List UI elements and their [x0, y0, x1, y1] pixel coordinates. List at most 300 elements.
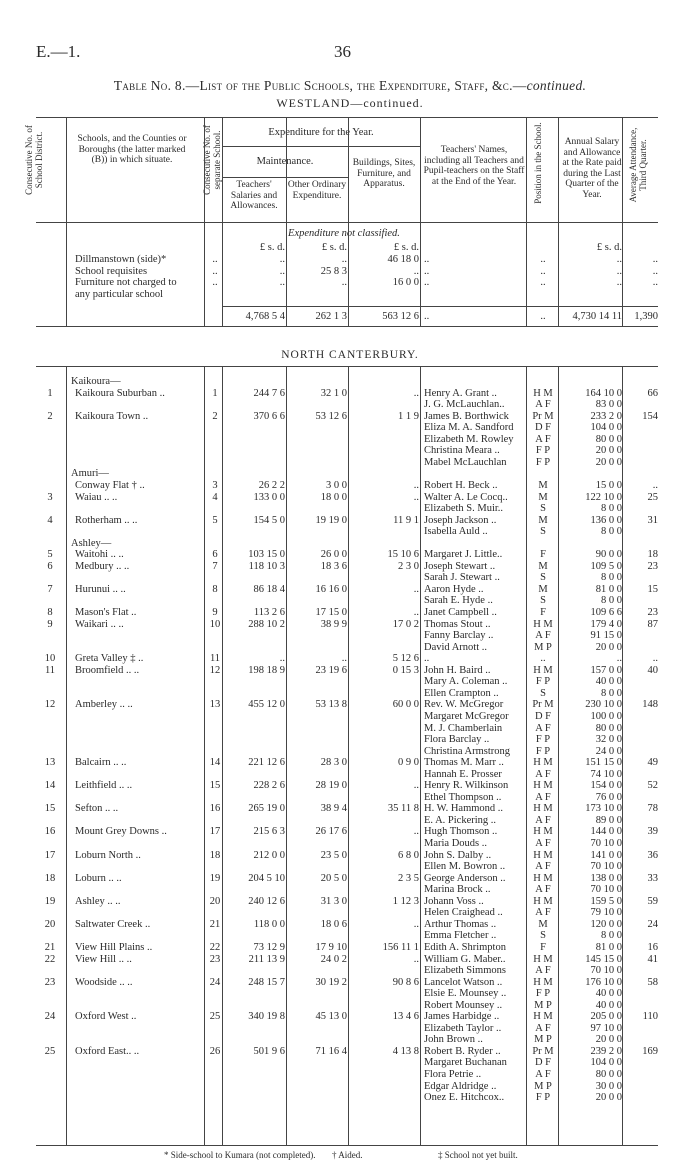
col-salary: Annual Salary and Allowance at the Rate paid during the Last Quarter of the Year.: [562, 137, 622, 200]
table-cell: 18 0 0: [320, 491, 347, 503]
top-rule: [36, 117, 658, 118]
westland-row-name: Dillmanstown (side)*: [75, 254, 167, 265]
table-cell: 13: [209, 699, 221, 711]
teacher-name: Robert B. Ryder ..: [424, 1045, 501, 1057]
table-cell: 248 15 7: [248, 976, 285, 988]
table-cell: 40 0 0: [595, 999, 622, 1011]
table-cell: 118 10 3: [248, 560, 285, 572]
table-cell: 103 15 0: [248, 549, 285, 561]
table-cell: 24: [44, 1011, 56, 1023]
table-cell: 20 0 0: [595, 1092, 622, 1104]
expenditure-rule: [222, 146, 420, 147]
col-district-no: Consecutive No. of School District.: [24, 125, 44, 195]
col-teachers: Teachers' Names, including all Teachers and Pupil-teachers on the Staff at the End of the Year.: [423, 145, 525, 187]
table-cell: A F: [535, 965, 551, 977]
school-name: Waitohi .. ..: [75, 549, 124, 561]
table-cell: 24 0 0: [595, 745, 622, 757]
table-cell: 22: [209, 941, 221, 953]
westland-cell: ..: [652, 254, 658, 265]
region-subtitle: WESTLAND—continued.: [276, 96, 424, 110]
table-cell: 18: [44, 872, 56, 884]
teacher-name: Elizabeth S. Muir..: [424, 503, 504, 515]
westland-cell: ..: [424, 254, 430, 265]
table-cell: 23: [647, 607, 658, 618]
table-cell: 33: [647, 872, 658, 884]
footnote: * Side-school to Kumara (not completed).: [164, 1150, 316, 1160]
table-cell: 15: [44, 803, 56, 815]
school-name: Medbury .. ..: [75, 560, 130, 572]
table-cell: F: [540, 607, 546, 618]
table-cell: ..: [413, 826, 419, 838]
table-cell: 24: [647, 918, 658, 930]
table-cell: 17 0 2: [392, 618, 419, 630]
teacher-name: John H. Baird ..: [424, 664, 491, 676]
table-cell: 11: [44, 664, 56, 676]
school-name: Loburn North ..: [75, 849, 141, 861]
col-rule: [204, 366, 205, 1145]
col-rule: [348, 366, 349, 1145]
table-cell: 145 15 0: [585, 953, 622, 965]
table-cell: 35 11 8: [387, 803, 419, 815]
table-cell: 78: [647, 803, 658, 815]
teacher-name: George Anderson ..: [424, 872, 506, 884]
teacher-name: Onez E. Hitchcox..: [424, 1092, 505, 1104]
school-name: Ashley .. ..: [75, 895, 121, 907]
school-name: View Hill .. ..: [75, 953, 132, 965]
col-rule: [66, 366, 67, 1145]
table-cell: 8 0 0: [601, 503, 622, 515]
col-buildings: Buildings, Sites, Furniture, and Apparatus.: [352, 158, 416, 189]
table-cell: 113 2 6: [253, 607, 285, 618]
table-cell: 455 12 0: [248, 699, 285, 711]
table-cell: 204 5 10: [248, 872, 285, 884]
table-cell: S: [540, 595, 546, 607]
westland-cell: ..: [341, 254, 347, 265]
table-cell: M P: [534, 1080, 552, 1092]
school-name: Hurunui .. ..: [75, 583, 126, 595]
table-cell: 80 0 0: [595, 433, 622, 445]
table-cell: 8 0 0: [601, 572, 622, 584]
currency-header: £ s. d.: [596, 242, 622, 253]
table-cell: 24: [209, 976, 221, 988]
table-cell: 20 5 0: [320, 872, 347, 884]
page-number: 36: [334, 42, 351, 61]
table-cell: 74 10 0: [590, 768, 622, 780]
table-cell: 32 0 0: [595, 734, 622, 746]
table-cell: H M: [533, 849, 553, 861]
table-cell: 8 0 0: [601, 595, 622, 607]
table-cell: 32 1 0: [320, 387, 347, 399]
table-cell: 179 4 0: [590, 618, 622, 630]
westland-row-dots: ..: [212, 265, 218, 277]
table-cell: 2 3 5: [398, 872, 419, 884]
footnote: ‡ School not yet built.: [438, 1150, 518, 1160]
table-cell: 45 13 0: [315, 1011, 347, 1023]
table-cell: 91 15 0: [590, 630, 622, 642]
westland-cell: ..: [341, 277, 347, 288]
table-cell: 10: [209, 618, 221, 630]
table-cell: 118 0 0: [253, 918, 285, 930]
teacher-name: James Harbidge ..: [424, 1011, 500, 1023]
table-cell: 41: [647, 953, 658, 965]
teacher-name: Elizabeth Simmons: [424, 965, 506, 977]
table-cell: 13: [44, 757, 56, 769]
westland-cell: ..: [424, 277, 430, 288]
teacher-name: Flora Barclay ..: [424, 734, 490, 746]
table-cell: 239 2 0: [590, 1045, 622, 1057]
school-name: Conway Flat † ..: [75, 479, 145, 491]
table-cell: 151 15 0: [585, 757, 622, 769]
table-cell: A F: [535, 907, 551, 919]
table-cell: H M: [533, 826, 553, 838]
table-cell: 23 19 6: [315, 664, 347, 676]
table-cell: 60 0 0: [392, 699, 419, 711]
table-cell: F P: [535, 445, 551, 457]
table-cell: 17: [209, 826, 221, 838]
table-cell: 104 0 0: [590, 1057, 622, 1069]
table-cell: H M: [533, 780, 553, 792]
table-cell: A F: [535, 630, 551, 642]
table-cell: 157 0 0: [590, 664, 622, 676]
table-cell: 70 10 0: [590, 861, 622, 873]
table-cell: A F: [535, 1022, 551, 1034]
table-cell: 18: [647, 549, 658, 561]
table-cell: A F: [535, 791, 551, 803]
table-cell: 233 2 0: [590, 410, 622, 422]
table-cell: 244 7 6: [253, 387, 285, 399]
table-cell: 20: [44, 918, 56, 930]
table-cell: 25: [209, 1011, 221, 1023]
table-cell: 141 0 0: [590, 849, 622, 861]
table-cell: 76 0 0: [595, 791, 622, 803]
table-cell: 49: [647, 757, 658, 769]
table-cell: 9: [47, 618, 53, 630]
table-cell: F: [540, 941, 546, 953]
table-cell: 2: [212, 410, 218, 422]
table-cell: 80 0 0: [595, 722, 622, 734]
teacher-name: Hannah E. Prosser: [424, 768, 502, 780]
table-cell: 109 6 6: [590, 607, 622, 618]
school-name: Kaikoura Town ..: [75, 410, 149, 422]
table-cell: 6: [212, 549, 218, 561]
table-cell: 36: [647, 849, 658, 861]
teacher-name: J. G. McLauchlan..: [424, 399, 505, 411]
table-cell: A F: [535, 722, 551, 734]
table-cell: 25: [44, 1045, 56, 1057]
westland-row-dots: ..: [212, 254, 218, 265]
table-cell: A F: [535, 814, 551, 826]
table-cell: A F: [535, 838, 551, 849]
teacher-name: Helen Craighead ..: [424, 907, 503, 919]
header-bottom-rule: [36, 222, 658, 223]
school-name: Loburn .. ..: [75, 872, 122, 884]
table-cell: 21: [44, 941, 56, 953]
table-cell: M: [538, 583, 548, 595]
table-cell: ..: [279, 653, 285, 665]
table-cell: 31: [647, 514, 658, 526]
footnote: † Aided.: [332, 1150, 363, 1160]
table-cell: 30 19 2: [315, 976, 347, 988]
teacher-name: Emma Fletcher ..: [424, 930, 497, 942]
table-cell: 212 0 0: [253, 849, 285, 861]
col-rule-top: [204, 117, 205, 326]
table-cell: 8: [212, 583, 218, 595]
teacher-name: E. A. Pickering ..: [424, 814, 497, 826]
teacher-name: Johann Voss ..: [424, 895, 484, 907]
table-cell: 7: [212, 560, 218, 572]
table-cell: A F: [535, 1069, 551, 1080]
col-position: Position in the School.: [533, 122, 543, 204]
table-cell: Pr M: [532, 699, 554, 711]
table-cell: 2 3 0: [398, 560, 419, 572]
school-name: View Hill Plains ..: [75, 941, 153, 953]
table-cell: ..: [413, 491, 419, 503]
table-cell: ..: [413, 953, 419, 965]
westland-row-dots: ..: [212, 277, 218, 288]
table-cell: 22: [44, 953, 56, 965]
school-name: Greta Valley ‡ ..: [75, 653, 144, 665]
table-cell: 100 0 0: [590, 710, 622, 722]
table-cell: F P: [535, 1092, 551, 1104]
table-cell: 90 0 0: [595, 549, 622, 561]
table-cell: F P: [535, 988, 551, 1000]
teacher-name: Christina Meara ..: [424, 445, 500, 457]
teacher-name: Maria Douds ..: [424, 838, 487, 849]
teacher-name: Rev. W. McGregor: [424, 699, 504, 711]
table-cell: 4: [212, 491, 218, 503]
col-rule-top: [66, 117, 67, 326]
westland-cell: ..: [616, 277, 622, 288]
col-maintenance: Maintenance.: [256, 156, 314, 167]
table-cell: 154 0 0: [590, 780, 622, 792]
westland-total: ..: [540, 311, 546, 322]
table-cell: 16 16 0: [315, 583, 347, 595]
col-school-no: Consecutive No. of separate School.: [202, 125, 222, 195]
table-cell: 26 17 6: [315, 826, 347, 838]
table-cell: ..: [413, 583, 419, 595]
teacher-name: ..: [424, 653, 430, 665]
table-cell: 0 9 0: [398, 757, 419, 769]
table-cell: ..: [341, 653, 347, 665]
westland-row-name: School requisites: [75, 265, 148, 277]
col-attendance: Average Attendance, Third Quarter.: [628, 127, 648, 203]
table-cell: 136 0 0: [590, 514, 622, 526]
teacher-name: Fanny Barclay ..: [424, 630, 494, 642]
table-cell: 13 4 6: [392, 1011, 419, 1023]
table-cell: 5: [212, 514, 218, 526]
teacher-name: David Arnott ..: [424, 641, 487, 653]
table-cell: 205 0 0: [590, 1011, 622, 1023]
teacher-name: Joseph Stewart ..: [424, 560, 496, 572]
westland-cell: ..: [413, 265, 419, 277]
table-cell: 20 0 0: [595, 456, 622, 468]
table-cell: 97 10 0: [590, 1022, 622, 1034]
table-cell: M P: [534, 641, 552, 653]
table-cell: F P: [535, 676, 551, 688]
table-cell: ..: [413, 780, 419, 792]
teacher-name: Ellen Crampton ..: [424, 687, 499, 699]
table-cell: H M: [533, 1011, 553, 1023]
table-cell: 159 5 0: [590, 895, 622, 907]
table-cell: S: [540, 687, 546, 699]
col-salaries: Teachers' Salaries and Allowances.: [230, 180, 278, 211]
table-cell: 19: [209, 872, 221, 884]
col-rule: [286, 366, 287, 1145]
table-cell: 154: [642, 410, 658, 422]
table-cell: 23: [647, 560, 658, 572]
col-schools: Schools, and the Counties or Boroughs (the latter marked (B)) in which situate.: [77, 134, 187, 165]
col-expenditure: Expenditure for the Year.: [268, 127, 374, 138]
title-main: List of the Public Schools, the Expenditure, Staff, &c.—: [199, 78, 527, 93]
table-cell: 5 12 6: [392, 653, 419, 665]
table-cell: 58: [647, 976, 658, 988]
table-cell: 16: [647, 941, 658, 953]
title-continued: continued.: [526, 78, 587, 93]
table-cell: 17 15 0: [315, 607, 347, 618]
table-cell: ..: [413, 918, 419, 930]
table-cell: 83 0 0: [595, 399, 622, 411]
table-cell: 26 0 0: [320, 549, 347, 561]
school-name: Leithfield .. ..: [75, 780, 133, 792]
table-cell: 17: [44, 849, 56, 861]
school-name: Kaikoura Suburban ..: [75, 387, 165, 399]
table-cell: H M: [533, 618, 553, 630]
col-rule-top: [222, 117, 223, 326]
table-cell: 173 10 0: [585, 803, 622, 815]
teacher-name: Hugh Thomson ..: [424, 826, 498, 838]
table-cell: 144 0 0: [590, 826, 622, 838]
title-prefix: Table No. 8.—: [113, 78, 200, 93]
westland-cell: 16 0 0: [392, 277, 419, 288]
teacher-name: Margaret Buchanan: [424, 1057, 507, 1069]
table-cell: 198 18 9: [248, 664, 285, 676]
table-cell: 14: [209, 757, 221, 769]
section-rule: [36, 366, 658, 367]
school-name: Kaikoura—: [71, 376, 121, 387]
table-cell: ..: [413, 607, 419, 618]
westland-cell: ..: [540, 277, 546, 288]
table-cell: A F: [535, 433, 551, 445]
westland-cell: ..: [540, 254, 546, 265]
table-cell: 154 5 0: [253, 514, 285, 526]
table-cell: 501 9 6: [253, 1045, 285, 1057]
table-cell: 211 13 9: [248, 953, 285, 965]
table-cell: 8: [47, 607, 53, 618]
westland-cell: ..: [616, 254, 622, 265]
table-cell: 23 5 0: [320, 849, 347, 861]
table-cell: A F: [535, 399, 551, 411]
table-title: [0, 78, 700, 94]
table-cell: 18 0 6: [320, 918, 347, 930]
table-cell: S: [540, 572, 546, 584]
table-cell: 70 10 0: [590, 965, 622, 977]
school-name: Saltwater Creek ..: [75, 918, 151, 930]
table-cell: 80 0 0: [595, 1069, 622, 1080]
teacher-name: Marina Brock ..: [424, 884, 491, 896]
col-rule-top: [526, 117, 527, 326]
page-code: E.—1.: [36, 42, 81, 61]
westland-total: 4,730 14 11: [572, 311, 622, 322]
westland-cell: ..: [279, 265, 285, 277]
table-cell: 3: [47, 491, 53, 503]
table-cell: 70 10 0: [590, 838, 622, 849]
westland-cell: 25 8 3: [320, 265, 347, 277]
table-cell: 90 8 6: [392, 976, 419, 988]
teacher-name: Isabella Auld ..: [424, 526, 488, 538]
table-cell: 15: [647, 583, 658, 595]
table-cell: 11 9 1: [393, 514, 419, 526]
school-name: Ashley—: [71, 537, 112, 549]
table-cell: 4: [47, 514, 53, 526]
school-name: Waiau .. ..: [75, 491, 118, 503]
teacher-name: Mary A. Coleman ..: [424, 676, 508, 688]
westland-total: ..: [424, 311, 430, 322]
bottom-rule: [36, 1145, 658, 1146]
section-title: NORTH CANTERBURY.: [281, 349, 419, 361]
table-cell: 228 2 6: [253, 780, 285, 792]
table-cell: 5: [47, 549, 53, 561]
table-cell: 59: [647, 895, 658, 907]
table-cell: 19 19 0: [315, 514, 347, 526]
teacher-name: H. W. Hammond ..: [424, 803, 504, 815]
table-cell: H M: [533, 803, 553, 815]
table-cell: 52: [647, 780, 658, 792]
table-cell: 87: [647, 618, 658, 630]
col-other: Other Ordinary Expenditure.: [287, 180, 347, 201]
table-cell: 6 8 0: [398, 849, 419, 861]
currency-header: £ s. d.: [259, 242, 285, 253]
table-cell: M: [538, 491, 548, 503]
table-cell: D F: [534, 1057, 552, 1069]
table-cell: 12: [209, 664, 221, 676]
table-cell: 3 0 0: [326, 479, 347, 491]
teacher-name: Thomas Stout ..: [424, 618, 491, 630]
table-cell: 8 0 0: [601, 526, 622, 538]
table-cell: S: [540, 930, 546, 942]
table-cell: 20 0 0: [595, 1034, 622, 1046]
school-name: Waikari .. ..: [75, 618, 124, 630]
table-cell: 2: [47, 410, 53, 422]
table-cell: 370 6 6: [253, 410, 285, 422]
westland-cell: ..: [279, 277, 285, 288]
table-cell: 23: [209, 953, 221, 965]
school-name: Oxford East.. ..: [75, 1045, 140, 1057]
table-cell: 66: [647, 387, 658, 399]
westland-total: 1,390: [634, 311, 658, 322]
school-name: Rotherham .. ..: [75, 514, 138, 526]
table-cell: S: [540, 526, 546, 538]
table-cell: ..: [616, 653, 622, 665]
school-name: Amuri—: [71, 468, 109, 480]
teacher-name: Robert H. Beck ..: [424, 479, 498, 491]
table-cell: M: [538, 479, 548, 491]
teacher-name: Walter A. Le Cocq..: [424, 491, 508, 503]
table-cell: ..: [413, 479, 419, 491]
table-cell: 28 19 0: [315, 780, 347, 792]
teacher-name: John Brown ..: [424, 1034, 483, 1046]
table-cell: 70 10 0: [590, 884, 622, 896]
teacher-name: M. J. Chamberlain: [424, 722, 503, 734]
table-cell: 8 0 0: [601, 930, 622, 942]
teacher-name: Christina Armstrong: [424, 745, 511, 757]
table-cell: H M: [533, 757, 553, 769]
table-cell: 0 15 3: [392, 664, 419, 676]
table-cell: F P: [535, 456, 551, 468]
table-cell: Pr M: [532, 410, 554, 422]
col-rule: [526, 366, 527, 1145]
westland-total: 563 12 6: [382, 311, 419, 322]
col-rule-top: [286, 117, 287, 326]
